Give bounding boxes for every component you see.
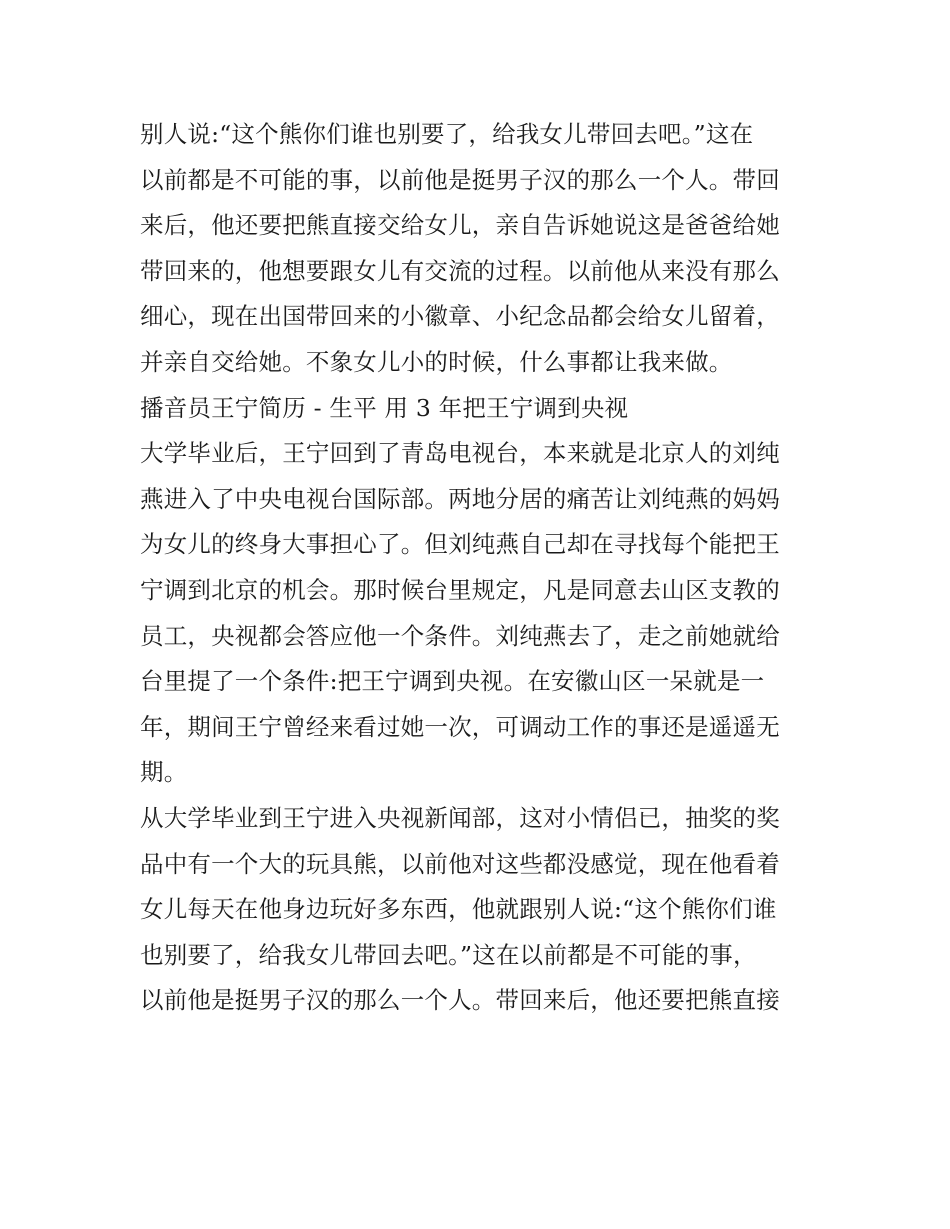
text-line: 细心，现在出国带回来的小徽章、小纪念品都会给女儿留着， <box>140 302 780 331</box>
text-line: 员工，央视都会答应他一个条件。刘纯燕去了，走之前她就给 <box>140 621 780 650</box>
text-line: 从大学毕业到王宁进入央视新闻部，这对小情侣已，抽奖的奖 <box>140 803 780 832</box>
text-line: 年，期间王宁曾经来看过她一次，可调动工作的事还是遥遥无 <box>140 712 780 741</box>
text-line: 为女儿的终身大事担心了。但刘纯燕自己却在寻找每个能把王 <box>140 530 780 559</box>
section-heading: 播音员王宁简历 - 生平 用 3 年把王宁调到央视 <box>140 393 629 422</box>
text-line: 大学毕业后，王宁回到了青岛电视台，本来就是北京人的刘纯 <box>140 439 780 468</box>
text-line: 宁调到北京的机会。那时候台里规定，凡是同意去山区支教的 <box>140 575 780 604</box>
text-line: 带回来的，他想要跟女儿有交流的过程。以前他从来没有那么 <box>140 256 780 285</box>
text-line: 别人说:“这个熊你们谁也别要了，给我女儿带回去吧。”这在 <box>140 120 754 148</box>
text-line: 以前都是不可能的事，以前他是挺男子汉的那么一个人。带回 <box>140 165 780 194</box>
text-line: 台里提了一个条件:把王宁调到央视。在安徽山区一呆就是一 <box>140 667 765 696</box>
text-line: 燕进入了中央电视台国际部。两地分居的痛苦让刘纯燕的妈妈 <box>140 484 780 513</box>
text-line: 女儿每天在他身边玩好多东西，他就跟别人说:“这个熊你们谁 <box>140 895 777 924</box>
text-line: 并亲自交给她。不象女儿小的时候，什么事都让我来做。 <box>140 347 733 376</box>
text-line: 来后，他还要把熊直接交给女儿，亲自告诉她说这是爸爸给她 <box>140 211 780 240</box>
body-text <box>140 112 820 1024</box>
text-line: 期。 <box>140 758 188 787</box>
text-line: 也别要了，给我女儿带回去吧。”这在以前都是不可能的事， <box>140 940 757 969</box>
text-line: 以前他是挺男子汉的那么一个人。带回来后，他还要把熊直接 <box>140 986 780 1015</box>
text-line: 品中有一个大的玩具熊，以前他对这些都没感觉，现在他看着 <box>140 849 780 878</box>
